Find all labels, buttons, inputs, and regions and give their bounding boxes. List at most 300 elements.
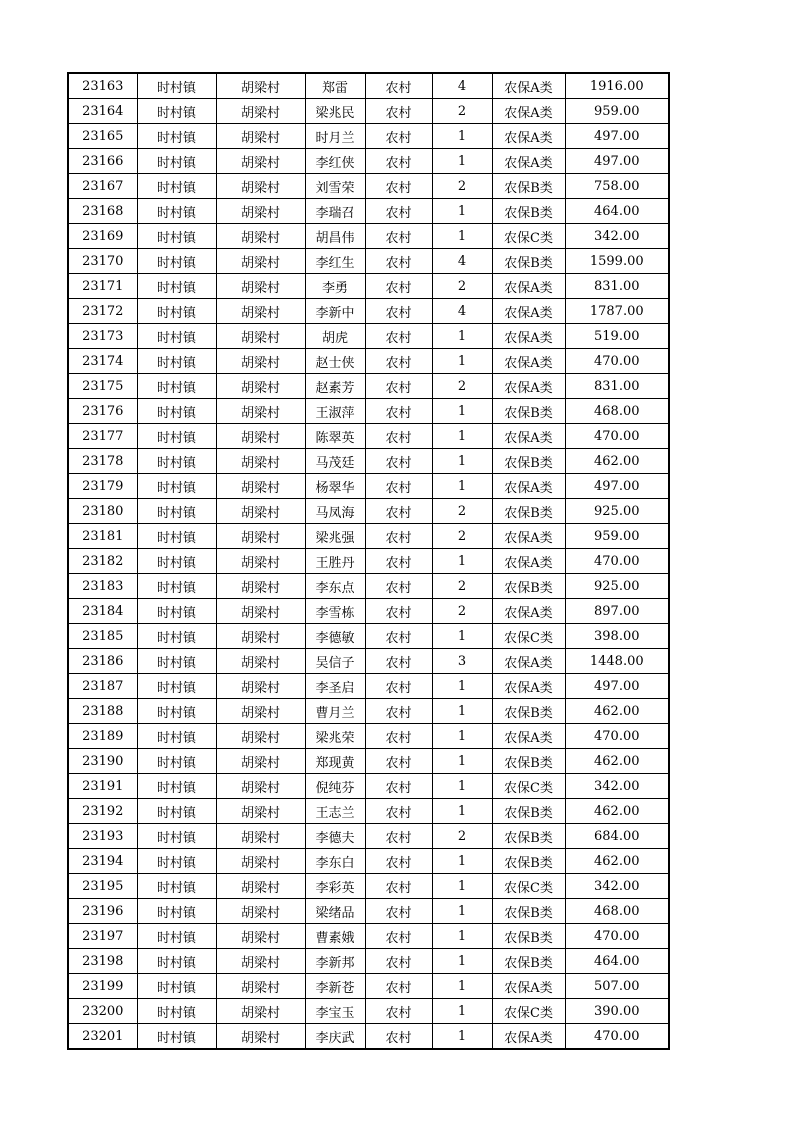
insurance-class-cell: 农保A类 [492, 349, 565, 374]
village-cell: 胡梁村 [216, 1024, 305, 1050]
household-count-cell: 1 [432, 849, 492, 874]
amount-cell: 1916.00 [565, 73, 669, 99]
area-type-cell: 农村 [365, 424, 432, 449]
name-cell: 李雪栋 [305, 599, 365, 624]
town-cell: 时村镇 [137, 249, 216, 274]
name-cell: 刘雪荣 [305, 174, 365, 199]
table-row [68, 174, 669, 199]
row-id-cell: 23198 [68, 949, 137, 974]
village-cell: 胡梁村 [216, 299, 305, 324]
amount-cell: 925.00 [565, 574, 669, 599]
town-cell: 时村镇 [137, 349, 216, 374]
row-id-cell: 23185 [68, 624, 137, 649]
table-row [68, 749, 669, 774]
town-cell: 时村镇 [137, 199, 216, 224]
household-count-cell: 1 [432, 399, 492, 424]
amount-cell: 470.00 [565, 724, 669, 749]
village-cell: 胡梁村 [216, 699, 305, 724]
town-cell: 时村镇 [137, 299, 216, 324]
table-row [68, 249, 669, 274]
household-count-cell: 1 [432, 999, 492, 1024]
insurance-class-cell: 农保B类 [492, 399, 565, 424]
name-cell: 郑雷 [305, 73, 365, 99]
household-count-cell: 1 [432, 149, 492, 174]
village-cell: 胡梁村 [216, 424, 305, 449]
table-row [68, 1024, 669, 1050]
amount-cell: 497.00 [565, 124, 669, 149]
area-type-cell: 农村 [365, 924, 432, 949]
village-cell: 胡梁村 [216, 349, 305, 374]
village-cell: 胡梁村 [216, 374, 305, 399]
village-cell: 胡梁村 [216, 974, 305, 999]
name-cell: 吴信子 [305, 649, 365, 674]
area-type-cell: 农村 [365, 799, 432, 824]
name-cell: 郑现黄 [305, 749, 365, 774]
amount-cell: 497.00 [565, 674, 669, 699]
name-cell: 李红侠 [305, 149, 365, 174]
insurance-class-cell: 农保A类 [492, 274, 565, 299]
name-cell: 李庆武 [305, 1024, 365, 1050]
table-row [68, 699, 669, 724]
table-row [68, 899, 669, 924]
row-id-cell: 23186 [68, 649, 137, 674]
insurance-class-cell: 农保A类 [492, 674, 565, 699]
area-type-cell: 农村 [365, 824, 432, 849]
amount-cell: 831.00 [565, 374, 669, 399]
town-cell: 时村镇 [137, 799, 216, 824]
table-row [68, 949, 669, 974]
name-cell: 李新苍 [305, 974, 365, 999]
amount-cell: 519.00 [565, 324, 669, 349]
name-cell: 倪纯芬 [305, 774, 365, 799]
name-cell: 杨翠华 [305, 474, 365, 499]
insurance-class-cell: 农保A类 [492, 474, 565, 499]
insurance-class-cell: 农保B类 [492, 199, 565, 224]
name-cell: 马凤海 [305, 499, 365, 524]
insurance-class-cell: 农保B类 [492, 449, 565, 474]
household-count-cell: 1 [432, 199, 492, 224]
insurance-class-cell: 农保B类 [492, 499, 565, 524]
village-cell: 胡梁村 [216, 124, 305, 149]
insurance-class-cell: 农保A类 [492, 73, 565, 99]
area-type-cell: 农村 [365, 624, 432, 649]
name-cell: 曹月兰 [305, 699, 365, 724]
town-cell: 时村镇 [137, 999, 216, 1024]
table-row [68, 774, 669, 799]
table-row [68, 674, 669, 699]
village-cell: 胡梁村 [216, 574, 305, 599]
table-row [68, 999, 669, 1024]
area-type-cell: 农村 [365, 699, 432, 724]
name-cell: 梁兆荣 [305, 724, 365, 749]
town-cell: 时村镇 [137, 699, 216, 724]
household-count-cell: 1 [432, 1024, 492, 1050]
village-cell: 胡梁村 [216, 99, 305, 124]
town-cell: 时村镇 [137, 949, 216, 974]
village-cell: 胡梁村 [216, 799, 305, 824]
name-cell: 李东白 [305, 849, 365, 874]
area-type-cell: 农村 [365, 549, 432, 574]
insurance-class-cell: 农保C类 [492, 874, 565, 899]
row-id-cell: 23180 [68, 499, 137, 524]
household-count-cell: 1 [432, 224, 492, 249]
insurance-class-cell: 农保B类 [492, 699, 565, 724]
area-type-cell: 农村 [365, 774, 432, 799]
household-count-cell: 4 [432, 249, 492, 274]
town-cell: 时村镇 [137, 274, 216, 299]
household-count-cell: 1 [432, 874, 492, 899]
amount-cell: 1448.00 [565, 649, 669, 674]
household-count-cell: 1 [432, 974, 492, 999]
village-cell: 胡梁村 [216, 649, 305, 674]
insurance-class-cell: 农保A类 [492, 299, 565, 324]
area-type-cell: 农村 [365, 249, 432, 274]
insurance-class-cell: 农保C类 [492, 624, 565, 649]
village-cell: 胡梁村 [216, 874, 305, 899]
table-row [68, 424, 669, 449]
table-row [68, 224, 669, 249]
area-type-cell: 农村 [365, 674, 432, 699]
area-type-cell: 农村 [365, 974, 432, 999]
amount-cell: 342.00 [565, 774, 669, 799]
table-row [68, 324, 669, 349]
area-type-cell: 农村 [365, 899, 432, 924]
village-cell: 胡梁村 [216, 599, 305, 624]
area-type-cell: 农村 [365, 1024, 432, 1050]
insurance-class-cell: 农保B类 [492, 574, 565, 599]
name-cell: 胡昌伟 [305, 224, 365, 249]
row-id-cell: 23193 [68, 824, 137, 849]
household-count-cell: 1 [432, 724, 492, 749]
village-cell: 胡梁村 [216, 674, 305, 699]
amount-cell: 1787.00 [565, 299, 669, 324]
area-type-cell: 农村 [365, 749, 432, 774]
household-count-cell: 1 [432, 474, 492, 499]
village-cell: 胡梁村 [216, 324, 305, 349]
row-id-cell: 23187 [68, 674, 137, 699]
village-cell: 胡梁村 [216, 149, 305, 174]
amount-cell: 831.00 [565, 274, 669, 299]
insurance-class-cell: 农保A类 [492, 424, 565, 449]
town-cell: 时村镇 [137, 174, 216, 199]
insurance-class-cell: 农保B类 [492, 799, 565, 824]
row-id-cell: 23183 [68, 574, 137, 599]
town-cell: 时村镇 [137, 599, 216, 624]
name-cell: 王志兰 [305, 799, 365, 824]
amount-cell: 462.00 [565, 699, 669, 724]
data-table [67, 72, 670, 1050]
village-cell: 胡梁村 [216, 524, 305, 549]
name-cell: 马茂廷 [305, 449, 365, 474]
area-type-cell: 农村 [365, 849, 432, 874]
area-type-cell: 农村 [365, 324, 432, 349]
amount-cell: 497.00 [565, 474, 669, 499]
insurance-class-cell: 农保A类 [492, 724, 565, 749]
household-count-cell: 2 [432, 499, 492, 524]
table-row [68, 574, 669, 599]
table-row [68, 374, 669, 399]
table-row [68, 499, 669, 524]
household-count-cell: 1 [432, 424, 492, 449]
amount-cell: 468.00 [565, 399, 669, 424]
name-cell: 赵士侠 [305, 349, 365, 374]
amount-cell: 758.00 [565, 174, 669, 199]
table-row [68, 274, 669, 299]
area-type-cell: 农村 [365, 999, 432, 1024]
household-count-cell: 1 [432, 924, 492, 949]
row-id-cell: 23184 [68, 599, 137, 624]
amount-cell: 684.00 [565, 824, 669, 849]
village-cell: 胡梁村 [216, 999, 305, 1024]
town-cell: 时村镇 [137, 824, 216, 849]
amount-cell: 462.00 [565, 799, 669, 824]
household-count-cell: 1 [432, 449, 492, 474]
table-row [68, 824, 669, 849]
area-type-cell: 农村 [365, 149, 432, 174]
village-cell: 胡梁村 [216, 399, 305, 424]
town-cell: 时村镇 [137, 149, 216, 174]
village-cell: 胡梁村 [216, 749, 305, 774]
table-row [68, 299, 669, 324]
town-cell: 时村镇 [137, 1024, 216, 1050]
name-cell: 李德夫 [305, 824, 365, 849]
amount-cell: 398.00 [565, 624, 669, 649]
household-count-cell: 1 [432, 699, 492, 724]
amount-cell: 959.00 [565, 99, 669, 124]
area-type-cell: 农村 [365, 299, 432, 324]
town-cell: 时村镇 [137, 724, 216, 749]
village-cell: 胡梁村 [216, 499, 305, 524]
household-count-cell: 1 [432, 549, 492, 574]
village-cell: 胡梁村 [216, 549, 305, 574]
household-count-cell: 2 [432, 99, 492, 124]
row-id-cell: 23182 [68, 549, 137, 574]
name-cell: 李德敏 [305, 624, 365, 649]
row-id-cell: 23166 [68, 149, 137, 174]
amount-cell: 470.00 [565, 1024, 669, 1050]
village-cell: 胡梁村 [216, 949, 305, 974]
table-row [68, 649, 669, 674]
village-cell: 胡梁村 [216, 924, 305, 949]
amount-cell: 470.00 [565, 924, 669, 949]
area-type-cell: 农村 [365, 599, 432, 624]
household-count-cell: 2 [432, 374, 492, 399]
amount-cell: 470.00 [565, 549, 669, 574]
area-type-cell: 农村 [365, 174, 432, 199]
household-count-cell: 2 [432, 824, 492, 849]
name-cell: 陈翠英 [305, 424, 365, 449]
insurance-class-cell: 农保B类 [492, 249, 565, 274]
area-type-cell: 农村 [365, 399, 432, 424]
village-cell: 胡梁村 [216, 474, 305, 499]
table-row [68, 849, 669, 874]
town-cell: 时村镇 [137, 424, 216, 449]
insurance-class-cell: 农保A类 [492, 974, 565, 999]
household-count-cell: 1 [432, 324, 492, 349]
village-cell: 胡梁村 [216, 824, 305, 849]
name-cell: 曹素娥 [305, 924, 365, 949]
row-id-cell: 23176 [68, 399, 137, 424]
area-type-cell: 农村 [365, 499, 432, 524]
amount-cell: 925.00 [565, 499, 669, 524]
table-row [68, 149, 669, 174]
area-type-cell: 农村 [365, 73, 432, 99]
name-cell: 李新邦 [305, 949, 365, 974]
row-id-cell: 23190 [68, 749, 137, 774]
table-row [68, 199, 669, 224]
household-count-cell: 4 [432, 73, 492, 99]
name-cell: 梁兆民 [305, 99, 365, 124]
area-type-cell: 农村 [365, 124, 432, 149]
table-row [68, 524, 669, 549]
village-cell: 胡梁村 [216, 274, 305, 299]
table-row [68, 399, 669, 424]
town-cell: 时村镇 [137, 99, 216, 124]
insurance-class-cell: 农保A类 [492, 549, 565, 574]
table-row [68, 874, 669, 899]
insurance-class-cell: 农保A类 [492, 524, 565, 549]
town-cell: 时村镇 [137, 224, 216, 249]
village-cell: 胡梁村 [216, 174, 305, 199]
insurance-class-cell: 农保B类 [492, 949, 565, 974]
village-cell: 胡梁村 [216, 73, 305, 99]
row-id-cell: 23174 [68, 349, 137, 374]
amount-cell: 897.00 [565, 599, 669, 624]
amount-cell: 462.00 [565, 849, 669, 874]
household-count-cell: 2 [432, 274, 492, 299]
table-row [68, 449, 669, 474]
insurance-class-cell: 农保B类 [492, 824, 565, 849]
town-cell: 时村镇 [137, 449, 216, 474]
table-body [68, 73, 669, 1049]
amount-cell: 497.00 [565, 149, 669, 174]
insurance-class-cell: 农保A类 [492, 124, 565, 149]
name-cell: 李彩英 [305, 874, 365, 899]
area-type-cell: 农村 [365, 474, 432, 499]
table-row [68, 124, 669, 149]
row-id-cell: 23178 [68, 449, 137, 474]
town-cell: 时村镇 [137, 674, 216, 699]
area-type-cell: 农村 [365, 574, 432, 599]
area-type-cell: 农村 [365, 274, 432, 299]
village-cell: 胡梁村 [216, 249, 305, 274]
row-id-cell: 23167 [68, 174, 137, 199]
amount-cell: 468.00 [565, 899, 669, 924]
table-row [68, 724, 669, 749]
village-cell: 胡梁村 [216, 724, 305, 749]
table-row [68, 624, 669, 649]
village-cell: 胡梁村 [216, 224, 305, 249]
amount-cell: 470.00 [565, 349, 669, 374]
village-cell: 胡梁村 [216, 624, 305, 649]
row-id-cell: 23177 [68, 424, 137, 449]
household-count-cell: 1 [432, 674, 492, 699]
town-cell: 时村镇 [137, 574, 216, 599]
table-row [68, 549, 669, 574]
town-cell: 时村镇 [137, 849, 216, 874]
table-row [68, 73, 669, 99]
town-cell: 时村镇 [137, 549, 216, 574]
town-cell: 时村镇 [137, 499, 216, 524]
name-cell: 李宝玉 [305, 999, 365, 1024]
town-cell: 时村镇 [137, 749, 216, 774]
town-cell: 时村镇 [137, 974, 216, 999]
amount-cell: 959.00 [565, 524, 669, 549]
household-count-cell: 2 [432, 524, 492, 549]
area-type-cell: 农村 [365, 199, 432, 224]
table-row [68, 99, 669, 124]
amount-cell: 470.00 [565, 424, 669, 449]
town-cell: 时村镇 [137, 774, 216, 799]
insurance-class-cell: 农保C类 [492, 774, 565, 799]
village-cell: 胡梁村 [216, 899, 305, 924]
household-count-cell: 3 [432, 649, 492, 674]
insurance-class-cell: 农保A类 [492, 649, 565, 674]
town-cell: 时村镇 [137, 924, 216, 949]
town-cell: 时村镇 [137, 124, 216, 149]
insurance-class-cell: 农保B类 [492, 924, 565, 949]
town-cell: 时村镇 [137, 874, 216, 899]
area-type-cell: 农村 [365, 374, 432, 399]
name-cell: 李圣启 [305, 674, 365, 699]
row-id-cell: 23189 [68, 724, 137, 749]
household-count-cell: 1 [432, 349, 492, 374]
row-id-cell: 23172 [68, 299, 137, 324]
amount-cell: 462.00 [565, 749, 669, 774]
village-cell: 胡梁村 [216, 849, 305, 874]
amount-cell: 342.00 [565, 874, 669, 899]
row-id-cell: 23200 [68, 999, 137, 1024]
area-type-cell: 农村 [365, 224, 432, 249]
table-row [68, 349, 669, 374]
row-id-cell: 23194 [68, 849, 137, 874]
amount-cell: 462.00 [565, 449, 669, 474]
row-id-cell: 23175 [68, 374, 137, 399]
area-type-cell: 农村 [365, 949, 432, 974]
town-cell: 时村镇 [137, 474, 216, 499]
name-cell: 李红生 [305, 249, 365, 274]
insurance-class-cell: 农保B类 [492, 749, 565, 774]
insurance-class-cell: 农保C类 [492, 224, 565, 249]
insurance-class-cell: 农保A类 [492, 374, 565, 399]
row-id-cell: 23197 [68, 924, 137, 949]
insurance-class-cell: 农保A类 [492, 599, 565, 624]
area-type-cell: 农村 [365, 724, 432, 749]
town-cell: 时村镇 [137, 649, 216, 674]
town-cell: 时村镇 [137, 524, 216, 549]
row-id-cell: 23163 [68, 73, 137, 99]
amount-cell: 1599.00 [565, 249, 669, 274]
row-id-cell: 23188 [68, 699, 137, 724]
village-cell: 胡梁村 [216, 774, 305, 799]
name-cell: 胡虎 [305, 324, 365, 349]
area-type-cell: 农村 [365, 524, 432, 549]
household-count-cell: 1 [432, 624, 492, 649]
row-id-cell: 23199 [68, 974, 137, 999]
table-row [68, 924, 669, 949]
name-cell: 李东点 [305, 574, 365, 599]
town-cell: 时村镇 [137, 624, 216, 649]
amount-cell: 464.00 [565, 199, 669, 224]
amount-cell: 507.00 [565, 974, 669, 999]
household-count-cell: 1 [432, 949, 492, 974]
name-cell: 王胜丹 [305, 549, 365, 574]
area-type-cell: 农村 [365, 649, 432, 674]
household-count-cell: 2 [432, 599, 492, 624]
household-count-cell: 2 [432, 174, 492, 199]
household-count-cell: 1 [432, 749, 492, 774]
area-type-cell: 农村 [365, 449, 432, 474]
